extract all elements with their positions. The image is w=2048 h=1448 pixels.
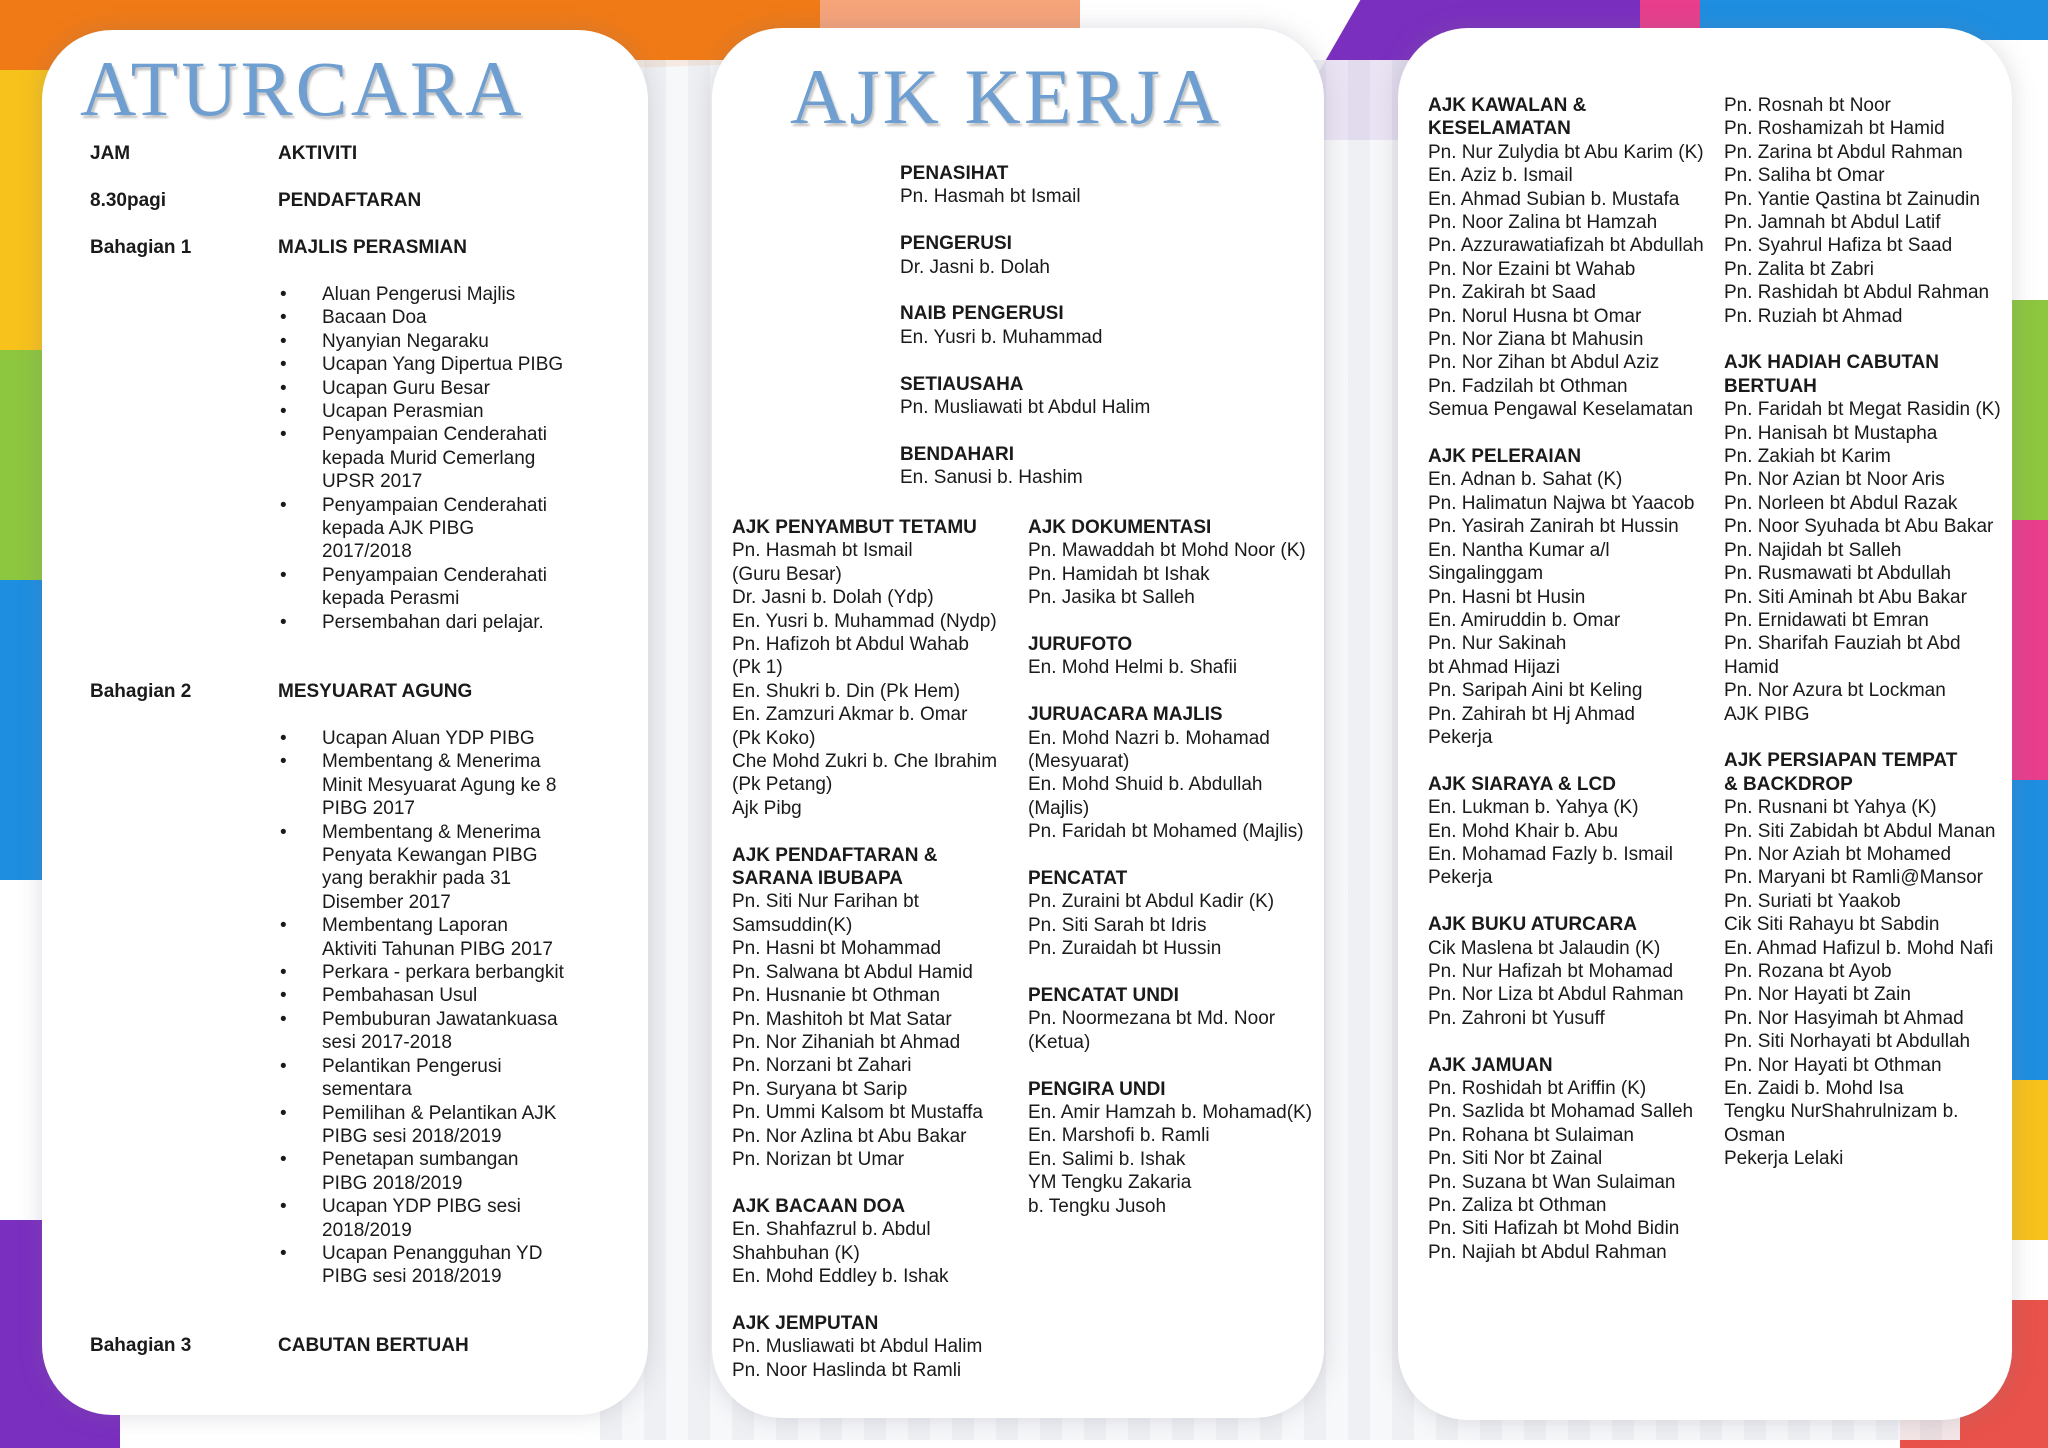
officer-role: PENASIHAT xyxy=(900,163,1009,184)
committee-heading: AJK HADIAH CABUTAN xyxy=(1724,352,1939,374)
committee-member: Pn. Noor Haslinda bt Ramli xyxy=(732,1359,962,1381)
committee-member: Samsuddin(K) xyxy=(732,914,853,936)
list-item: • Ucapan YDP PIBG sesi 2018/2019 xyxy=(280,1195,567,1242)
committee-member: Pn. Rozana bt Ayob xyxy=(1724,961,1892,982)
officers-list xyxy=(900,162,1150,513)
officer-name: En. Sanusi b. Hashim xyxy=(900,467,1083,489)
committee-heading: JURUACARA MAJLIS xyxy=(1028,704,1223,726)
committee-member: En. Mohd Helmi b. Shafii xyxy=(1028,657,1238,679)
committee-member: Pn. Zarina bt Abdul Rahman xyxy=(1724,141,1963,163)
committee-member: En. Mohd Shuid b. Abdullah xyxy=(1028,774,1263,796)
committee-heading: AJK PENYAMBUT TETAMU xyxy=(732,517,977,538)
committee-member: Pn. Noormezana bt Md. Noor xyxy=(1028,1008,1276,1030)
officer-entry xyxy=(900,162,1150,209)
committee-member: Cik Siti Rahayu bt Sabdin xyxy=(1724,914,1940,936)
committee-member: Pn. Hanisah bt Mustapha xyxy=(1724,422,1938,444)
committee-member: Pn. Hasni bt Mohammad xyxy=(732,938,942,960)
list-item: • Ucapan Yang Dipertua PIBG xyxy=(280,353,567,376)
committee-member: En. Mohd Eddley b. Ishak xyxy=(732,1265,949,1287)
committee-member: Pn. Azzurawatiafizah bt Abdullah xyxy=(1428,235,1704,257)
committee-heading: BERTUAH xyxy=(1724,375,1817,397)
committee-panel-3 xyxy=(1398,28,2012,1420)
officer-name: En. Yusri b. Muhammad xyxy=(900,326,1103,348)
committee-member: Pn. Husnanie bt Othman xyxy=(732,985,941,1007)
committee-section xyxy=(1028,516,1312,610)
schedule-time: Bahagian 3 xyxy=(90,1335,192,1356)
col-aktiviti-header: AKTIVITI xyxy=(278,143,358,164)
committee-heading: AJK JEMPUTAN xyxy=(732,1312,879,1334)
committee-member: Pn. Nor Hasyimah bt Ahmad xyxy=(1724,1007,1964,1029)
committee-member: En. Shukri b. Din (Pk Hem) xyxy=(732,680,961,702)
committee-heading: AJK KAWALAN & xyxy=(1428,95,1587,116)
committee-member: En. Shahfazrul b. Abdul xyxy=(732,1219,931,1241)
schedule-activity: MESYUARAT AGUNG xyxy=(278,681,473,702)
officer-role: NAIB PENGERUSI xyxy=(900,303,1064,325)
list-item: • Pelantikan Pengerusi sementara xyxy=(280,1055,567,1102)
committee-member: Pn. Nor Ezaini bt Wahab xyxy=(1428,258,1636,280)
committee-member: Pn. Hafizoh bt Abdul Wahab xyxy=(732,634,969,656)
committee-heading: AJK BACAAN DOA xyxy=(732,1195,906,1217)
list-item: • Membentang & Menerima Minit Mesyuarat Agung ke 8 PIBG 2017 xyxy=(280,750,567,820)
committee-member: Pn. Norzani bt Zahari xyxy=(732,1055,912,1077)
committee-member: Pn. Rohana bt Sulaiman xyxy=(1428,1124,1634,1146)
committee-member: Pekerja xyxy=(1428,867,1493,889)
committee-section xyxy=(1028,984,1312,1054)
committee-member: Pn. Ernidawati bt Emran xyxy=(1724,609,1929,631)
committee-member: Pn. Rusnani bt Yahya (K) xyxy=(1724,797,1937,819)
col-jam-header: JAM xyxy=(90,143,131,164)
committee-member: Pn. Nor Liza bt Abdul Rahman xyxy=(1428,984,1684,1006)
committee-member: Pn. Nor Zihan bt Abdul Aziz xyxy=(1428,352,1660,374)
list-item: • Pemilihan & Pelantikan AJK PIBG sesi 2018/2019 xyxy=(280,1102,567,1149)
committee-member: (Guru Besar) xyxy=(732,563,842,585)
committee-member: En. Mohd Nazri b. Mohamad xyxy=(1028,727,1270,749)
committee-section xyxy=(1724,351,2001,726)
officer-entry xyxy=(900,302,1150,349)
committee-member: Pn. Siti Aminah bt Abu Bakar xyxy=(1724,586,1967,608)
committee-section xyxy=(1428,773,1704,890)
committee-section xyxy=(1428,1054,1704,1265)
committee-member: Pn. Nor Hayati bt Othman xyxy=(1724,1054,1942,1076)
committee-member: Pn. Zuraini bt Abdul Kadir (K) xyxy=(1028,891,1275,913)
list-item: • Aluan Pengerusi Majlis xyxy=(280,283,567,306)
committee-member: Cik Maslena bt Jalaudin (K) xyxy=(1428,937,1661,959)
committee-section xyxy=(1724,749,2001,1170)
committee-member: (Mesyuarat) xyxy=(1028,751,1130,773)
committee-member: Pn. Suzana bt Wan Sulaiman xyxy=(1428,1171,1676,1193)
committee-section xyxy=(732,844,997,1172)
list-item: • Penyampaian Cenderahati kepada AJK PIBG 2017/2018 xyxy=(280,494,567,564)
committee-member: bt Ahmad Hijazi xyxy=(1428,656,1561,678)
committee-member: En. Lukman b. Yahya (K) xyxy=(1428,797,1639,819)
officer-name: Pn. Hasmah bt Ismail xyxy=(900,186,1081,208)
committee-column-right xyxy=(1724,94,2001,1194)
officer-entry xyxy=(900,232,1150,279)
committee-heading: KESELAMATAN xyxy=(1428,118,1571,140)
list-item: • Penetapan sumbangan PIBG 2018/2019 xyxy=(280,1148,567,1195)
committee-member: Pn. Nor Hayati bt Zain xyxy=(1724,984,1911,1006)
committee-member: Pn. Mawaddah bt Mohd Noor (K) xyxy=(1028,540,1306,562)
committee-member: En. Ahmad Hafizul b. Mohd Nafi xyxy=(1724,937,1994,959)
committee-member: Pn. Rusmawati bt Abdullah xyxy=(1724,563,1952,585)
committee-heading: AJK PELERAIAN xyxy=(1428,446,1582,468)
committee-member: Pn. Ummi Kalsom bt Mustaffa xyxy=(732,1102,983,1124)
committee-member: En. Salimi b. Ishak xyxy=(1028,1148,1186,1170)
committee-member: Pn. Siti Nor bt Zainal xyxy=(1428,1148,1603,1170)
bahagian1-list xyxy=(280,283,567,634)
committee-member: Pn. Nor Aziah bt Mohamed xyxy=(1724,843,1952,865)
committee-member: Pn. Syahrul Hafiza bt Saad xyxy=(1724,235,1953,257)
committee-member: Che Mohd Zukri b. Che Ibrahim xyxy=(732,751,998,773)
list-item: • Pembuburan Jawatankuasa sesi 2017-2018 xyxy=(280,1008,567,1055)
committee-member: (Pk 1) xyxy=(732,657,783,679)
committee-member: Pn. Faridah bt Megat Rasidin (K) xyxy=(1724,399,2001,421)
committee-member: Pn. Siti Zabidah bt Abdul Manan xyxy=(1724,820,1996,842)
committee-member: En. Ahmad Subian b. Mustafa xyxy=(1428,188,1680,210)
committee-member: En. Mohamad Fazly b. Ismail xyxy=(1428,843,1673,865)
committee-member: Pekerja Lelaki xyxy=(1724,1148,1844,1170)
committee-member: Pn. Hamidah bt Ishak xyxy=(1028,563,1210,585)
list-item: • Ucapan Perasmian xyxy=(280,400,567,423)
committee-member: Pn. Zakiah bt Karim xyxy=(1724,446,1891,468)
committee-column-right xyxy=(1028,516,1312,1242)
committee-heading: SARANA IBUBAPA xyxy=(732,868,903,890)
bahagian2-list xyxy=(280,727,567,1289)
committee-member: En. Mohd Khair b. Abu xyxy=(1428,820,1619,842)
committee-member: Pn. Hasni bt Husin xyxy=(1428,586,1586,608)
committee-member: Pn. Faridah bt Mohamed (Majlis) xyxy=(1028,821,1304,843)
list-item: • Penyampaian Cenderahati kepada Murid Cemerlang UPSR 2017 xyxy=(280,423,567,493)
committee-member: Singalinggam xyxy=(1428,563,1544,585)
committee-section xyxy=(1428,913,1704,1030)
committee-member: Pn. Siti Nur Farihan bt xyxy=(732,891,919,913)
committee-member: Pn. Nor Azlina bt Abu Bakar xyxy=(732,1125,967,1147)
committee-section xyxy=(1028,633,1312,680)
officer-entry xyxy=(900,443,1150,490)
committee-heading: PENCATAT UNDI xyxy=(1028,985,1179,1007)
committee-member: Tengku NurShahrulnizam b. xyxy=(1724,1101,1959,1123)
committee-member: Pn. Nor Zihaniah bt Ahmad xyxy=(732,1031,961,1053)
committee-member: YM Tengku Zakaria xyxy=(1028,1172,1192,1194)
committee-member: Pn. Zuraidah bt Hussin xyxy=(1028,938,1222,960)
committee-member: Pn. Norizan bt Umar xyxy=(732,1148,905,1170)
committee-section xyxy=(732,1312,997,1382)
aturcara-title: ATURCARA xyxy=(80,45,525,132)
schedule-time: 8.30pagi xyxy=(90,190,167,211)
committee-heading: AJK PENDAFTARAN & xyxy=(732,844,938,866)
committee-section xyxy=(1028,1078,1312,1218)
committee-section xyxy=(1724,94,2001,328)
committee-member: (Ketua) xyxy=(1028,1031,1091,1053)
committee-member: Pn. Fadzilah bt Othman xyxy=(1428,375,1628,397)
committee-section xyxy=(732,1195,997,1289)
committee-member: Pn. Siti Sarah bt Idris xyxy=(1028,914,1207,936)
committee-heading: AJK DOKUMENTASI xyxy=(1028,517,1212,538)
committee-section xyxy=(1428,94,1704,422)
officer-role: BENDAHARI xyxy=(900,443,1014,465)
committee-member: Pn. Saripah Aini bt Keling xyxy=(1428,680,1643,702)
list-item: • Penyampaian Cenderahati kepada Perasmi xyxy=(280,564,567,611)
committee-member: Pn. Musliawati bt Abdul Halim xyxy=(732,1336,983,1358)
aturcara-panel xyxy=(42,30,648,1415)
committee-section xyxy=(1028,703,1312,843)
committee-member: Pn. Mashitoh bt Mat Satar xyxy=(732,1008,952,1030)
committee-member: Pn. Nor Azura bt Lockman xyxy=(1724,680,1946,702)
committee-heading: PENGIRA UNDI xyxy=(1028,1078,1166,1100)
committee-member: Shahbuhan (K) xyxy=(732,1242,860,1264)
committee-member: Pn. Nur Zulydia bt Abu Karim (K) xyxy=(1428,141,1704,163)
schedule-activity: CABUTAN BERTUAH xyxy=(278,1335,469,1356)
committee-member: Pn. Ruziah bt Ahmad xyxy=(1724,305,1903,327)
committee-member: (Pk Petang) xyxy=(732,774,833,796)
ajk-kerja-title: AJK KERJA xyxy=(790,53,1223,140)
committee-heading: PENCATAT xyxy=(1028,868,1128,890)
committee-member: En. Yusri b. Muhammad (Nydp) xyxy=(732,610,997,632)
list-item: • Ucapan Penangguhan YD PIBG sesi 2018/2019 xyxy=(280,1242,567,1289)
committee-section xyxy=(1428,445,1704,749)
committee-member: Pn. Nor Azian bt Noor Aris xyxy=(1724,469,1945,491)
committee-member: Pn. Salwana bt Abdul Hamid xyxy=(732,961,973,983)
committee-member: Pn. Norul Husna bt Omar xyxy=(1428,305,1642,327)
committee-member: En. Zamzuri Akmar b. Omar xyxy=(732,704,968,726)
list-item: • Membentang Laporan Aktiviti Tahunan PIBG 2017 xyxy=(280,914,567,961)
committee-member: En. Zaidi b. Mohd Isa xyxy=(1724,1078,1904,1100)
committee-member: En. Nantha Kumar a/l xyxy=(1428,539,1610,561)
committee-member: Pn. Jasika bt Salleh xyxy=(1028,587,1195,609)
committee-member: En. Amir Hamzah b. Mohamad(K) xyxy=(1028,1102,1313,1124)
committee-member: Pn. Roshidah bt Ariffin (K) xyxy=(1428,1078,1647,1099)
list-item: • Perkara - perkara berbangkit xyxy=(280,961,567,984)
list-item: • Nyanyian Negaraku xyxy=(280,330,567,353)
committee-member: En. Aziz b. Ismail xyxy=(1428,165,1573,187)
committee-member: Pn. Zakirah bt Saad xyxy=(1428,282,1596,304)
committee-member: Ajk Pibg xyxy=(732,797,802,819)
committee-member: Pn. Najiah bt Abdul Rahman xyxy=(1428,1241,1667,1263)
list-item: • Pembahasan Usul xyxy=(280,984,567,1007)
committee-member: Pn. Nur Sakinah xyxy=(1428,633,1567,655)
committee-column-left xyxy=(732,516,997,1405)
committee-member: Pn. Rashidah bt Abdul Rahman xyxy=(1724,282,1990,304)
ajk-kerja-panel xyxy=(712,28,1324,1418)
committee-section xyxy=(1028,867,1312,961)
committee-heading: AJK BUKU ATURCARA xyxy=(1428,914,1637,936)
committee-member: Dr. Jasni b. Dolah (Ydp) xyxy=(732,587,934,609)
committee-member: (Pk Koko) xyxy=(732,727,816,749)
committee-member: Pn. Hasmah bt Ismail xyxy=(732,540,913,562)
committee-member: Pn. Siti Hafizah bt Mohd Bidin xyxy=(1428,1218,1680,1240)
committee-member: Pn. Nor Ziana bt Mahusin xyxy=(1428,329,1644,351)
committee-member: Pn. Najidah bt Salleh xyxy=(1724,539,1902,561)
committee-member: Pn. Noor Zalina bt Hamzah xyxy=(1428,212,1658,234)
committee-column-left xyxy=(1428,94,1704,1288)
committee-member: Pn. Suryana bt Sarip xyxy=(732,1078,908,1100)
committee-member: Pn. Nur Hafizah bt Mohamad xyxy=(1428,960,1674,982)
committee-member: Pn. Zalita bt Zabri xyxy=(1724,258,1874,280)
list-item: • Ucapan Aluan YDP PIBG xyxy=(280,727,567,750)
committee-member: En. Adnan b. Sahat (K) xyxy=(1428,469,1623,491)
list-item: • Bacaan Doa xyxy=(280,306,567,329)
committee-member: Hamid xyxy=(1724,656,1779,678)
committee-heading: AJK PERSIAPAN TEMPAT xyxy=(1724,750,1958,772)
schedule-activity: PENDAFTARAN xyxy=(278,190,422,211)
list-item: • Membentang & Menerima Penyata Kewangan PIBG yang berakhir pada 31 Disember 2017 xyxy=(280,821,567,915)
committee-member: Pn. Roshamizah bt Hamid xyxy=(1724,118,1945,140)
committee-member: Osman xyxy=(1724,1124,1786,1146)
committee-member: Pn. Jamnah bt Abdul Latif xyxy=(1724,212,1941,234)
committee-heading: JURUFOTO xyxy=(1028,634,1133,656)
committee-member: Pn. Yantie Qastina bt Zainudin xyxy=(1724,188,1980,210)
schedule-time: Bahagian 1 xyxy=(90,237,192,258)
officer-name: Pn. Musliawati bt Abdul Halim xyxy=(900,397,1151,419)
committee-member: Pn. Siti Norhayati bt Abdullah xyxy=(1724,1031,1971,1053)
officer-entry xyxy=(900,373,1150,420)
committee-section xyxy=(732,516,997,820)
committee-member: Pn. Zahroni bt Yusuff xyxy=(1428,1007,1605,1029)
committee-member: En. Marshofi b. Ramli xyxy=(1028,1125,1210,1147)
schedule-activity: MAJLIS PERASMIAN xyxy=(278,237,467,258)
committee-member: Pn. Yasirah Zanirah bt Hussin xyxy=(1428,516,1679,538)
officer-role: SETIAUSAHA xyxy=(900,373,1024,395)
committee-member: Pn. Halimatun Najwa bt Yaacob xyxy=(1428,492,1695,514)
committee-member: (Majlis) xyxy=(1028,797,1090,819)
committee-heading: AJK SIARAYA & LCD xyxy=(1428,773,1616,795)
committee-heading: AJK JAMUAN xyxy=(1428,1054,1553,1076)
committee-member: Pn. Sharifah Fauziah bt Abd xyxy=(1724,633,1961,655)
committee-member: Pn. Sazlida bt Mohamad Salleh xyxy=(1428,1101,1694,1123)
list-item: • Persembahan dari pelajar. xyxy=(280,611,567,634)
committee-member: Pn. Noor Syuhada bt Abu Bakar xyxy=(1724,516,1994,538)
committee-member: Pn. Suriati bt Yaakob xyxy=(1724,890,1901,912)
committee-member: Pekerja xyxy=(1428,726,1493,748)
committee-member: AJK PIBG xyxy=(1724,703,1810,725)
committee-member: Pn. Zahirah bt Hj Ahmad xyxy=(1428,703,1635,725)
committee-member: b. Tengku Jusoh xyxy=(1028,1195,1167,1217)
committee-member: En. Amiruddin b. Omar xyxy=(1428,609,1621,631)
list-item: • Ucapan Guru Besar xyxy=(280,377,567,400)
officer-name: Dr. Jasni b. Dolah xyxy=(900,256,1050,278)
committee-member: Pn. Norleen bt Abdul Razak xyxy=(1724,492,1958,514)
schedule-time: Bahagian 2 xyxy=(90,681,192,702)
committee-heading: & BACKDROP xyxy=(1724,773,1853,795)
committee-member: Semua Pengawal Keselamatan xyxy=(1428,399,1694,421)
officer-role: PENGERUSI xyxy=(900,233,1012,255)
committee-member: Pn. Saliha bt Omar xyxy=(1724,165,1885,187)
committee-member: Pn. Zaliza bt Othman xyxy=(1428,1195,1607,1217)
committee-member: Pn. Maryani bt Ramli@Mansor xyxy=(1724,867,1983,889)
committee-member: Pn. Rosnah bt Noor xyxy=(1724,95,1891,116)
